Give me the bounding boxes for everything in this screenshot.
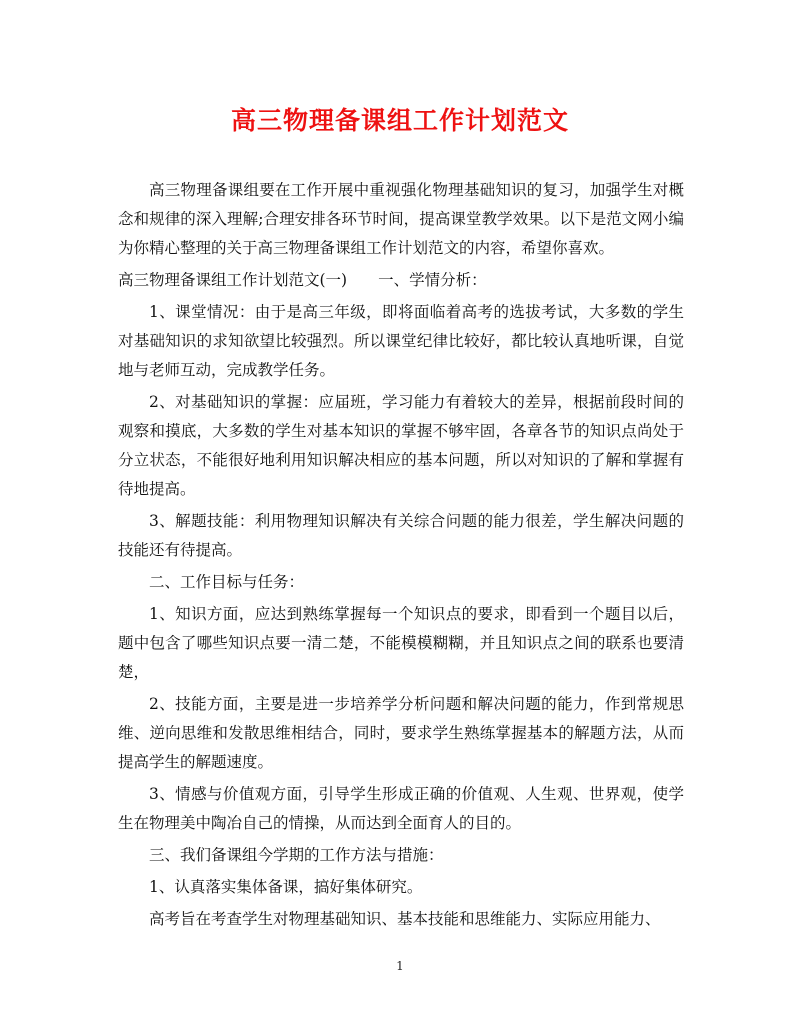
document-body bbox=[118, 176, 684, 937]
paragraph-intro: 高三物理备课组要在工作开展中重视强化物理基础知识的复习，加强学生对概念和规律的深入理解;合理安排各环节时间，提高课堂教学效果。以下是范文网小编为你精心整理的关于高三物理备课组工作计划范文的内容，希望你喜欢。 bbox=[118, 181, 684, 257]
paragraph-values-goal: 3、情感与价值观方面，引导学生形成正确的价值观、人生观、世界观，使学生在物理美中陶冶自己的情操，从而达到全面育人的目的。 bbox=[118, 785, 684, 832]
document-title: 高三物理备课组工作计划范文 bbox=[230, 106, 569, 135]
paragraph-knowledge-goal: 1、知识方面，应达到熟练掌握每一个知识点的要求，即看到一个题目以后，题中包含了哪些知识点要一清二楚，不能模模糊糊，并且知识点之间的联系也要清楚， bbox=[118, 605, 684, 681]
paragraph-exam-purpose: 高考旨在考查学生对物理基础知识、基本技能和思维能力、实际应用能力、 bbox=[149, 910, 661, 928]
paragraph-collective-prep: 1、认真落实集体备课，搞好集体研究。 bbox=[149, 878, 423, 896]
paragraph-section-heading: 高三物理备课组工作计划范文(一) 一、学情分析： bbox=[118, 271, 487, 289]
paragraph-methods-heading: 三、我们备课组今学期的工作方法与措施： bbox=[149, 846, 444, 864]
paragraph-skill-goal: 2、技能方面，主要是进一步培养学分析问题和解决问题的能力，作到常规思维、逆向思维和发散思维相结合，同时，要求学生熟练掌握基本的解题方法，从而提高学生的解题速度。 bbox=[118, 695, 684, 771]
paragraph-problem-solving: 3、解题技能：利用物理知识解决有关综合问题的能力很差，学生解决问题的技能还有待提高。 bbox=[118, 512, 684, 559]
page-number: 1 bbox=[396, 959, 404, 973]
paragraph-basic-knowledge: 2、对基础知识的掌握：应届班，学习能力有着较大的差异，根据前段时间的观察和摸底，大多数的学生对基本知识的掌握不够牢固，各章各节的知识点尚处于分立状态，不能很好地利用知识解决相应的基本问题，所以对知识的了解和掌握有待地提高。 bbox=[118, 393, 684, 498]
paragraph-goals-heading: 二、工作目标与任务： bbox=[149, 573, 305, 591]
paragraph-classroom: 1、课堂情况：由于是高三年级，即将面临着高考的选拔考试，大多数的学生对基础知识的求知欲望比较强烈。所以课堂纪律比较好，都比较认真地听课，自觉地与老师互动，完成教学任务。 bbox=[118, 303, 684, 379]
